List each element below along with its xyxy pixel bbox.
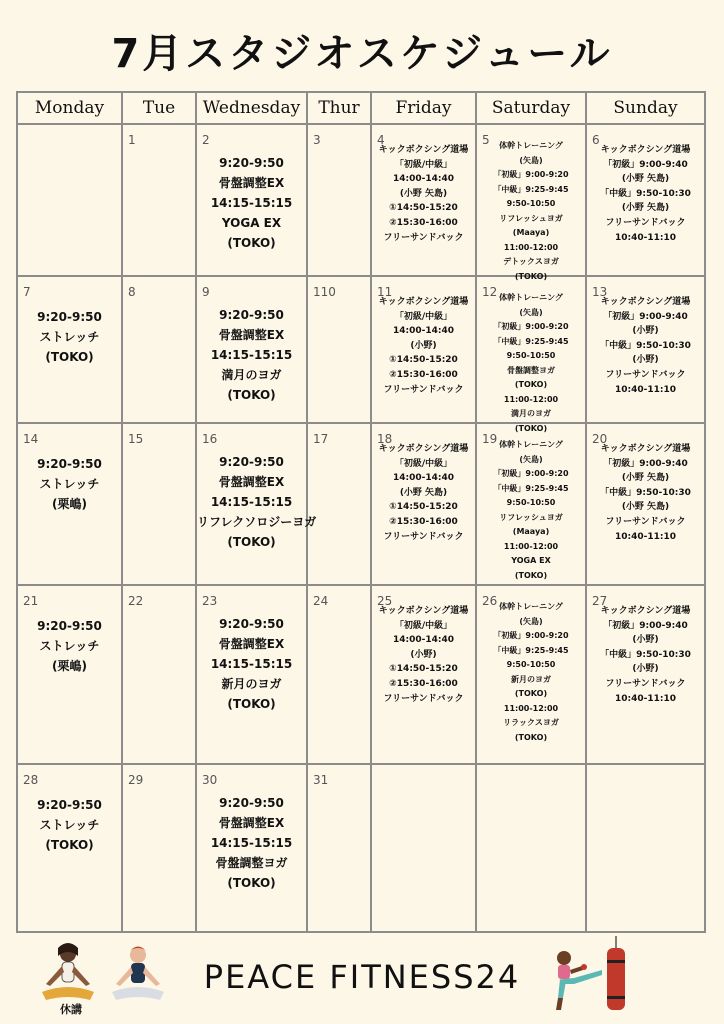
day-number: 18 (377, 432, 393, 446)
schedule-line: 体幹トレーニング (499, 293, 563, 302)
schedule-line: 14:00-14:40 (392, 473, 455, 484)
schedule-line: (小野) (632, 635, 659, 646)
schedule-line: (小野 矢島) (621, 174, 670, 185)
day-number: 24 (313, 594, 329, 608)
schedule-line: リフレッシュヨガ (499, 512, 563, 522)
day-cell (586, 124, 705, 276)
day-cell (196, 585, 307, 764)
weekday-header: Wednesday (196, 92, 307, 124)
schedule-line: 「初級」9:00-9:20 (493, 322, 569, 331)
schedule-line: (TOKO) (514, 380, 548, 389)
schedule-line: (Maaya) (512, 228, 550, 237)
schedule-line: (TOKO) (227, 876, 276, 890)
week-row (17, 423, 705, 585)
schedule-line: 9:20-9:50 (219, 455, 284, 469)
schedule-line: フリーサンドバック (383, 531, 464, 542)
day-cell (196, 423, 317, 585)
day-cell (307, 764, 371, 932)
day-cell (122, 423, 196, 585)
schedule-line: 11:00-12:00 (503, 242, 559, 252)
day-number: 21 (23, 594, 39, 608)
schedule-line: 「中級」9:25-9:45 (493, 645, 569, 655)
week-row (17, 124, 705, 276)
schedule-line: 「中級」9:50-10:30 (600, 487, 691, 498)
schedule-line: フリーサンドバック (605, 217, 686, 228)
schedule-line: 9:20-9:50 (219, 796, 284, 810)
class-schedule (587, 604, 704, 706)
schedule-line: 「中級」9:25-9:45 (493, 336, 569, 346)
class-schedule (372, 295, 475, 397)
schedule-line: 体幹トレーニング (499, 602, 563, 611)
schedule-line: リラックスヨガ (503, 718, 559, 727)
schedule-line: (小野) (632, 355, 659, 366)
class-schedule (18, 616, 121, 676)
day-cell (122, 276, 196, 423)
class-schedule (372, 143, 475, 245)
day-cell (476, 124, 586, 281)
schedule-line: ②15:30-16:00 (389, 217, 458, 228)
day-cell (17, 585, 122, 764)
schedule-line: (小野) (632, 664, 659, 675)
schedule-line: (TOKO) (45, 838, 94, 852)
day-cell (586, 276, 705, 423)
schedule-line: (小野 矢島) (399, 188, 448, 199)
day-number: 25 (377, 594, 393, 608)
day-number: 30 (202, 773, 218, 787)
schedule-line: 体幹トレーニング (499, 440, 563, 449)
week-row (17, 585, 705, 764)
schedule-line: 9:20-9:50 (37, 310, 102, 324)
day-cell (476, 764, 586, 932)
class-schedule (587, 442, 704, 544)
schedule-line: (TOKO) (45, 350, 94, 364)
schedule-line: 14:15-15:15 (210, 657, 293, 671)
schedule-line: 14:15-15:15 (210, 836, 293, 850)
schedule-line: (TOKO) (514, 732, 548, 742)
schedule-line: (TOKO) (227, 236, 276, 250)
schedule-line: (TOKO) (514, 423, 548, 433)
schedule-line: (TOKO) (227, 535, 276, 549)
schedule-line: 骨盤調整EX (218, 328, 285, 342)
class-schedule (477, 291, 585, 436)
schedule-line: YOGA EX (511, 556, 551, 565)
schedule-line: (矢島) (519, 616, 543, 626)
day-cell (17, 276, 122, 423)
schedule-line: 10:40-11:10 (614, 531, 677, 542)
schedule-line: 14:15-15:15 (210, 495, 293, 509)
day-cell (17, 124, 122, 276)
schedule-line: 「初級」9:00-9:40 (603, 159, 688, 170)
day-cell (307, 423, 371, 585)
schedule-line: (TOKO) (227, 388, 276, 402)
schedule-line: 10:40-11:10 (614, 693, 677, 704)
day-cell (196, 276, 307, 423)
schedule-line: キックボクシング道場 (600, 444, 691, 454)
schedule-line: 「初級」9:00-9:40 (603, 458, 688, 469)
day-cell (307, 124, 371, 276)
schedule-line: 「中級」9:50-10:30 (600, 188, 691, 199)
day-number: 26 (482, 594, 498, 608)
schedule-line: 9:20-9:50 (219, 156, 284, 170)
schedule-line: 骨盤調整EX (218, 176, 285, 190)
day-number: 28 (23, 773, 39, 787)
schedule-line: キックボクシング道場 (378, 606, 469, 616)
schedule-line: 「初級」9:00-9:40 (603, 620, 688, 631)
weekday-header-row (17, 92, 705, 124)
schedule-line: ストレッチ (39, 477, 100, 491)
schedule-line: ②15:30-16:00 (389, 369, 458, 380)
schedule-line: 「中級」9:50-10:30 (600, 649, 691, 660)
day-cell (476, 276, 586, 433)
schedule-line: 「中級」9:50-10:30 (600, 340, 691, 351)
day-number: 7 (23, 285, 31, 299)
day-cell (371, 585, 476, 764)
schedule-line: 9:20-9:50 (219, 617, 284, 631)
class-schedule (18, 795, 121, 855)
schedule-line: 「初級/中級」 (394, 620, 453, 631)
day-cell (17, 423, 122, 585)
schedule-line: (TOKO) (514, 271, 548, 281)
schedule-line: (矢島) (519, 155, 543, 165)
kyuko-label: 休講 (60, 1003, 82, 1016)
schedule-line: 「初級」9:00-9:20 (493, 631, 569, 640)
schedule-line: 「初級」9:00-9:20 (493, 469, 569, 478)
schedule-line: 「中級」9:25-9:45 (493, 184, 569, 194)
day-cell (122, 124, 196, 276)
class-schedule (197, 452, 317, 552)
schedule-line: 14:00-14:40 (392, 635, 455, 646)
schedule-line: ①14:50-15:20 (389, 664, 458, 675)
class-schedule (197, 305, 306, 405)
page-title: 7月スタジオスケジュール (111, 31, 613, 77)
schedule-line: 新月のヨガ (221, 677, 282, 691)
schedule-line: (小野) (410, 340, 437, 351)
schedule-line: (TOKO) (227, 697, 276, 711)
schedule-line: 14:15-15:15 (210, 348, 293, 362)
schedule-line: 9:50-10:50 (506, 498, 556, 507)
day-number: 2 (202, 133, 210, 147)
day-number: 20 (592, 432, 608, 446)
schedule-line: 体幹トレーニング (499, 141, 563, 150)
schedule-line: 11:00-12:00 (503, 541, 559, 551)
day-cell (196, 764, 307, 932)
schedule-line: デトックスヨガ (503, 257, 559, 266)
schedule-line: (矢島) (519, 454, 543, 464)
week-row (17, 764, 705, 932)
day-number: 29 (128, 773, 144, 787)
schedule-line: フリーサンドバック (383, 693, 464, 704)
schedule-line: (小野 矢島) (399, 487, 448, 498)
schedule-line: 骨盤調整ヨガ (215, 856, 288, 870)
weekday-header: Tue (122, 92, 196, 124)
schedule-line: ①14:50-15:20 (389, 203, 458, 214)
schedule-line: フリーサンドバック (605, 369, 686, 380)
schedule-line: (小野) (410, 649, 437, 660)
class-schedule (197, 153, 306, 253)
day-number: 17 (313, 432, 329, 446)
schedule-line: (栗嶋) (52, 659, 87, 673)
schedule-line: 骨盤調整ヨガ (507, 365, 555, 375)
weekday-header: Monday (17, 92, 122, 124)
schedule-line: キックボクシング道場 (600, 297, 691, 307)
schedule-line: (小野) (632, 326, 659, 337)
day-cell (196, 124, 307, 276)
class-schedule (18, 454, 121, 514)
week-row (17, 276, 705, 423)
schedule-line: キックボクシング道場 (378, 444, 469, 454)
schedule-line: 9:20-9:50 (37, 457, 102, 471)
schedule-line: 「初級/中級」 (394, 458, 453, 469)
day-cell (371, 423, 476, 585)
day-cell (476, 585, 586, 764)
schedule-line: 9:20-9:50 (37, 619, 102, 633)
class-schedule (587, 295, 704, 397)
class-schedule (197, 793, 306, 893)
day-cell (307, 585, 371, 764)
schedule-line: 9:20-9:50 (219, 308, 284, 322)
class-schedule (197, 614, 306, 714)
schedule-line: (小野 矢島) (621, 473, 670, 484)
class-schedule (587, 143, 704, 245)
brand-name: PEACE FITNESS24 (203, 958, 521, 996)
schedule-line: 14:00-14:40 (392, 326, 455, 337)
class-schedule (477, 139, 585, 284)
day-cell (122, 764, 196, 932)
schedule-line: キックボクシング道場 (378, 297, 469, 307)
weekday-header: Sunday (586, 92, 705, 124)
schedule-line: キックボクシング道場 (600, 606, 691, 616)
day-number: 13 (592, 285, 608, 299)
schedule-line: (矢島) (519, 307, 543, 317)
schedule-line: 骨盤調整EX (218, 475, 285, 489)
day-number: 9 (202, 285, 210, 299)
schedule-line: キックボクシング道場 (378, 145, 469, 155)
day-cell (371, 124, 476, 276)
day-cell (476, 423, 586, 585)
schedule-line: 9:50-10:50 (506, 199, 556, 208)
schedule-line: (栗嶋) (52, 497, 87, 511)
class-schedule (477, 600, 585, 745)
schedule-line: 「初級/中級」 (394, 159, 453, 170)
day-cell (371, 276, 476, 423)
schedule-line: 「初級」9:00-9:40 (603, 311, 688, 322)
day-number: 110 (313, 285, 336, 299)
schedule-line: (小野 矢島) (621, 203, 670, 214)
punching-bag-icon (604, 936, 628, 1012)
schedule-line: フリーサンドバック (383, 232, 464, 243)
schedule-line: ストレッチ (39, 818, 100, 832)
day-number: 12 (482, 285, 498, 299)
schedule-line: 10:40-11:10 (614, 232, 677, 243)
day-number: 15 (128, 432, 144, 446)
day-number: 11 (377, 285, 393, 299)
day-number: 14 (23, 432, 39, 446)
weekday-header: Friday (371, 92, 476, 124)
schedule-line: 14:15-15:15 (210, 196, 293, 210)
class-schedule (18, 307, 121, 367)
schedule-line: (小野 矢島) (621, 502, 670, 513)
schedule-line: 「初級」9:00-9:20 (493, 170, 569, 179)
day-number: 1 (128, 133, 136, 147)
schedule-line: (TOKO) (514, 689, 548, 698)
schedule-line: リフレクソロジーヨガ (197, 515, 317, 529)
schedule-line: 満月のヨガ (221, 368, 282, 382)
schedule-line: ①14:50-15:20 (389, 355, 458, 366)
schedule-line: (Maaya) (512, 527, 550, 536)
schedule-line: フリーサンドバック (605, 516, 686, 527)
class-schedule (372, 604, 475, 706)
schedule-line: 新月のヨガ (511, 674, 551, 684)
schedule-line: ②15:30-16:00 (389, 678, 458, 689)
schedule-line: 9:50-10:50 (506, 351, 556, 360)
schedule-line: フリーサンドバック (605, 678, 686, 689)
schedule-line: ストレッチ (39, 639, 100, 653)
schedule-line: 「中級」9:25-9:45 (493, 483, 569, 493)
day-number: 5 (482, 133, 490, 147)
schedule-line: 骨盤調整EX (218, 637, 285, 651)
class-schedule (372, 442, 475, 544)
day-cell (307, 276, 371, 423)
schedule-calendar (16, 91, 706, 933)
day-cell (371, 764, 476, 932)
day-cell (586, 764, 705, 932)
class-schedule (477, 438, 585, 583)
day-number: 27 (592, 594, 608, 608)
day-cell (586, 585, 705, 764)
schedule-line: ①14:50-15:20 (389, 502, 458, 513)
day-number: 31 (313, 773, 329, 787)
schedule-line: 11:00-12:00 (503, 394, 559, 404)
schedule-line: YOGA EX (221, 216, 282, 230)
schedule-line: キックボクシング道場 (600, 145, 691, 155)
schedule-line: 満月のヨガ (511, 409, 551, 418)
schedule-line: 14:00-14:40 (392, 174, 455, 185)
schedule-line: リフレッシュヨガ (499, 213, 563, 223)
schedule-line: 骨盤調整EX (218, 816, 285, 830)
schedule-line: 「初級/中級」 (394, 311, 453, 322)
day-number: 3 (313, 133, 321, 147)
day-number: 19 (482, 432, 498, 446)
day-number: 4 (377, 133, 385, 147)
day-number: 8 (128, 285, 136, 299)
day-cell (122, 585, 196, 764)
day-cell (586, 423, 705, 585)
schedule-line: フリーサンドバック (383, 384, 464, 395)
schedule-line: (TOKO) (514, 570, 548, 580)
day-number: 22 (128, 594, 144, 608)
schedule-line: 9:20-9:50 (37, 798, 102, 812)
schedule-line: ②15:30-16:00 (389, 516, 458, 527)
day-cell (17, 764, 122, 932)
day-number: 6 (592, 133, 600, 147)
schedule-line: 9:50-10:50 (506, 660, 556, 669)
weekday-header: Thur (307, 92, 371, 124)
kickboxer-icon (544, 948, 604, 1012)
day-number: 16 (202, 432, 218, 446)
schedule-line: 11:00-12:00 (503, 703, 559, 713)
day-number: 23 (202, 594, 218, 608)
schedule-line: ストレッチ (39, 330, 100, 344)
schedule-line: 10:40-11:10 (614, 384, 677, 395)
weekday-header: Saturday (476, 92, 586, 124)
